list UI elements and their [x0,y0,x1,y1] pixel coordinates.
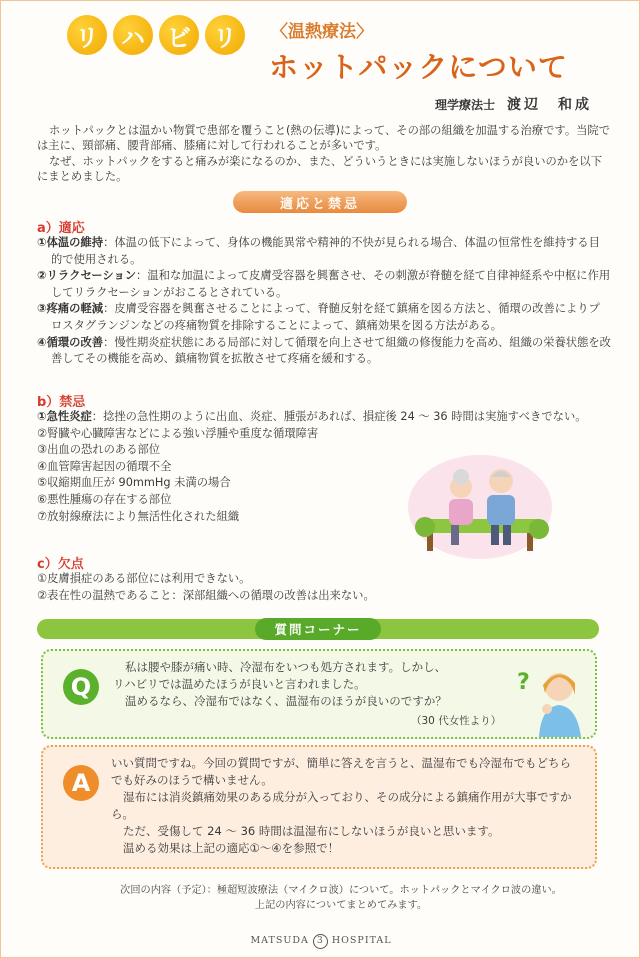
item-text: ：慢性期炎症状態にある局部に対して循環を向上させて組織の修復能力を高め、組織の栄養状態を改善してその機能を高め、鎮痛物質を拡散させて疼痛を緩和する。 [51,335,611,366]
next-line-1: 次回の内容（予定）：極超短波療法（マイクロ波）について。ホットパックとマイクロ波の違い。 [120,885,562,896]
question-line: 私は腰や膝が痛い時、冷湿布をいつも処方されます。しかし、 [125,660,447,674]
list-item [37,301,611,334]
badge-ha: ハ [113,15,153,55]
answer-line: 湿布には消炎鎮痛効果のある成分が入っており、その成分による鎮痛作用が大事ですから。 [111,790,572,821]
subtitle: 〈温熱療法〉 [271,22,373,42]
item-text: ：温和な加温によって皮膚受容器を興奮させ、その刺激が脊髄を経て自律神経系や中枢に作用してリラクセーションがおこるとされている。 [51,269,611,299]
q-icon: Q [63,669,99,705]
answer-line: いい質問ですね。今回の質問ですが、簡単に答えを言うと、温湿布でも冷湿布でもどちらでも好みのほうで構いません。 [111,756,571,787]
list-item: ⑦放射線療法により無活性化された組織 [37,509,240,523]
list-item: ②腎臓や心臓障害などによる強い浮腫や重度な循環障害 [37,426,319,440]
item-key: ②リラクセーション [37,269,137,283]
answer-line: 温める効果は上記の適応①～④を参照で！ [123,841,340,855]
list-item [37,409,611,426]
page-title: ホットパックについて [269,50,568,84]
asker: （30 代女性より） [411,715,502,727]
svg-text:?: ? [517,670,530,695]
qa-corner-bar [37,619,599,639]
list-item [37,335,611,368]
elderly-couple-illustration [405,447,555,561]
next-line-2: 上記の内容についてまとめてみます。 [254,900,428,911]
author-role: 理学療法士 [435,98,496,112]
list-item [37,268,611,301]
qa-corner-label: 質問コーナー [255,618,381,640]
author [435,94,592,114]
rehab-badges [67,15,245,55]
next-issue [91,883,591,913]
indications-list [37,235,611,368]
item-text: ：皮膚受容器を興奮させることによって、脊髄反射を経て鎮痛を図る方法と、循環の改善によりプロスタグランジンなどの疼痛物質を排除することによって、鎮痛効果を図る方法がある。 [51,302,600,332]
drawbacks-heading: c）欠点 [37,557,84,572]
contraindications-heading: b）禁忌 [37,395,86,410]
list-item: ⑤収縮期血圧が 90mmHg 未満の場合 [37,476,231,490]
footer [1,934,640,949]
question-line: 温めるなら、冷湿布ではなく、温湿布のほうが良いのですか？ [125,694,447,708]
page-number: 3 [313,934,328,949]
list-item [37,235,611,268]
section-title: 適応と禁忌 [233,191,407,213]
drawbacks-list [37,571,611,604]
list-item: ②表在性の温熱であること：深部組織への循環の改善は出来ない。 [37,588,375,602]
indications-heading: a）適応 [37,221,85,236]
item-text: ：体温の低下によって、身体の機能異常や精神的不快が見られる場合、体温の恒常性を維持する目的で使用される。 [51,236,600,266]
thinking-woman-illustration [511,659,593,737]
question-line: リハビリでは温めたほうが良いと言われました。 [113,677,366,691]
intro-para-2: なぜ、ホットパックをすると痛みが楽になるのか、また、どういうときには実施しないほうが良いのかを以下にまとめました。 [37,154,602,183]
list-item: ⑥悪性腫瘍の存在する部位 [37,492,172,506]
badge-ri: リ [67,15,107,55]
item-key: ③疼痛の軽減 [37,302,104,316]
footer-right: HOSPITAL [331,935,392,946]
item-key: ①体温の維持 [37,236,104,249]
badge-ri-2: リ [205,15,245,55]
intro-para-1: ホットパックとは温かい物質で患部を覆うこと(熱の伝導)によって、その部の組織を加温する治療です。当院では主に、頸部痛、腰背部痛、膝痛に対して行われることが多いです。 [37,124,611,153]
badge-bi: ビ [159,15,199,55]
answer-line: ただ、受傷して 24 ～ 36 時間は温湿布にしないほうが良いと思います。 [123,824,500,838]
list-item: ③出血の恐れのある部位 [37,443,161,457]
a-icon: A [63,765,99,801]
list-item: ④血管障害起因の循環不全 [37,459,172,473]
list-item: ①皮膚損症のある部位には利用できない。 [37,572,251,585]
item-key: ④循環の改善 [37,335,104,349]
question-box [41,649,597,739]
answer-text [111,755,581,857]
item-key: ①急性炎症 [37,410,92,423]
question-text [113,659,523,710]
item-text: ：捻挫の急性期のように出血、炎症、腫張があれば、損症後 24 ～ 36 時間は実施すべきでない。 [91,410,587,423]
intro [37,123,611,184]
author-name: 渡辺 和成 [507,97,593,113]
footer-left: MATSUDA [250,935,309,946]
answer-box [41,745,597,869]
